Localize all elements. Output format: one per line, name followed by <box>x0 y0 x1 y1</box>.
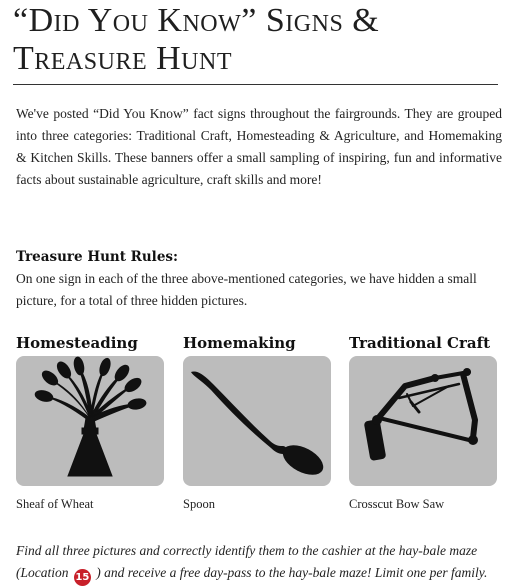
rules-text: On one sign in each of the three above-mentioned categories, we have hidden a small picture, for a total of three hidden pictures. <box>16 271 477 308</box>
footer-text-after: ) and receive a free day-pass to the hay-bale maze! Limit one per family. <box>96 565 488 580</box>
rules-heading: Treasure Hunt Rules: <box>16 249 178 265</box>
category-title: Homesteading <box>16 334 138 352</box>
picture-box <box>16 356 164 486</box>
footer-text-before: Find all three pictures and correctly identify them to the cashier at the hay-bale maze (Location <box>16 543 478 580</box>
category-traditional-craft <box>349 332 499 512</box>
picture-caption: Sheaf of Wheat <box>16 497 94 511</box>
picture-box <box>349 356 497 486</box>
wheat-sheaf-icon <box>16 356 164 486</box>
category-title: Traditional Craft <box>349 334 490 352</box>
picture-caption: Crosscut Bow Saw <box>349 497 445 511</box>
category-title: Homemaking <box>183 334 296 352</box>
footer-instructions <box>16 540 506 586</box>
intro-paragraph: We've posted “Did You Know” fact signs throughout the fairgrounds. They are grouped into three categories: Traditional Craft, Homesteading & Agriculture, and Homemaking & Kitchen Skills. These banners offer a small sampling of inspiring, fun and informative facts about sustainable agriculture, craft skills and more! <box>16 106 502 187</box>
category-homemaking <box>183 332 333 512</box>
page-title: “Did You Know” Signs & Treasure Hunt <box>13 2 380 77</box>
title-divider <box>13 84 498 85</box>
spoon-icon <box>183 356 331 486</box>
bow-saw-icon <box>349 356 497 486</box>
picture-box <box>183 356 331 486</box>
location-badge: 15 <box>74 569 91 586</box>
category-homesteading <box>16 332 166 512</box>
picture-caption: Spoon <box>183 497 215 511</box>
